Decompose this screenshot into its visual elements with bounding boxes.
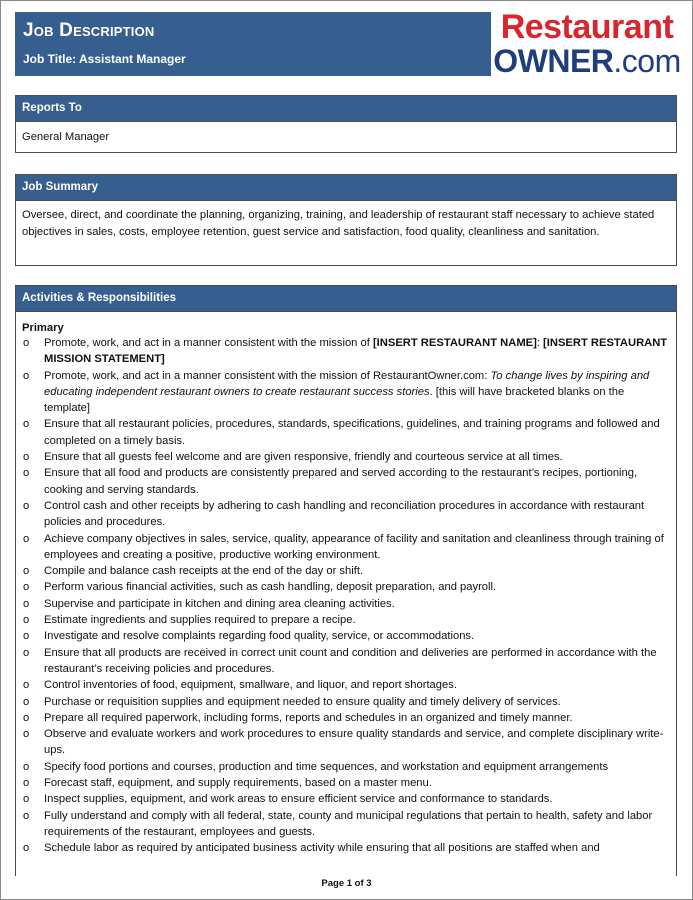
bullet-icon: o: [23, 499, 30, 512]
logo-owner-word: OWNER.com: [493, 43, 681, 79]
page-number: Page 1 of 3: [321, 878, 372, 889]
list-item: o Ensure that all guests feel welcome and are given responsive, friendly and courteous service at all times.: [22, 449, 670, 465]
list-item: o Promote, work, and act in a manner consistent with the mission of [INSERT RESTAURANT NAME]: [INSERT RESTAURANT MISSION STATEMENT]: [23, 337, 668, 366]
list-item: o Promote, work, and act in a manner consistent with the mission of RestaurantOwner.com: To change lives by inspiring and educating independent restaurant owners to create restaurant success stories. [this will have bracketed blanks on the template]: [23, 369, 650, 415]
list-item: o Schedule labor as required by anticipated business activity while ensuring that all positions are staffed when and: [22, 840, 670, 856]
list-item: o Control cash and other receipts by adhering to cash handling and reconciliation procedures in accordance with restaurant policies and procedures.: [23, 499, 645, 529]
bullet-icon: o: [23, 532, 30, 545]
document-title: Job Description: [23, 20, 155, 41]
list-item: o Achieve company objectives in sales, service, quality, appearance of facility and sanitation and cleanliness through training of employees and creating a positive, productive working environment.: [23, 532, 664, 561]
list-item: o Specify food portions and courses, production and time sequences, and workstation and equipment arrangements: [22, 759, 670, 775]
logo-restaurant-word: Restaurant: [500, 8, 674, 46]
list-item: o Control inventories of food, equipment, smallware, and liquor, and report shortages.: [22, 677, 670, 693]
bullet-icon: o: [23, 728, 30, 741]
list-item: o Forecast staff, equipment, and supply requirements, based on a master menu.: [22, 775, 670, 791]
section-title: Reports To: [16, 96, 676, 122]
list-item: o Estimate ingredients and supplies required to prepare a recipe.: [22, 612, 670, 628]
job-title: Job Title: Assistant Manager: [23, 52, 186, 66]
list-item: o Perform various financial activities, such as cash handling, deposit preparation, and payroll.: [22, 579, 670, 595]
bullet-icon: o: [23, 451, 30, 464]
section-title: Job Summary: [16, 175, 676, 201]
bullet-icon: o: [23, 809, 30, 822]
list-item: o Prepare all required paperwork, including forms, reports and schedules in an organized and timely manner.: [22, 710, 670, 726]
section-body: Oversee, direct, and coordinate the planning, organizing, training, and leadership of restaurant staff necessary to achieve stated objectives in sales, costs, employee retention, guest service and satisfaction, food quality, cleanliness and sanitation.: [22, 209, 655, 238]
section-body: General Manager: [22, 131, 110, 143]
bullet-icon: o: [23, 842, 30, 855]
job-summary-section: [15, 174, 677, 266]
list-item: o Ensure that all products are received in correct unit count and condition and deliveries are performed in accordance with the restaurant’s receiving policies and procedures.: [23, 646, 657, 675]
bullet-icon: o: [23, 630, 30, 643]
bullet-icon: o: [23, 581, 30, 594]
responsibilities-list: [22, 335, 670, 857]
list-item: o Observe and evaluate workers and work procedures to ensure quality standards and service, and complete disciplinary write-ups.: [23, 728, 664, 757]
bullet-icon: o: [23, 337, 30, 349]
header-banner: [15, 12, 491, 76]
activities-section: [15, 285, 677, 876]
bullet-icon: o: [23, 565, 30, 578]
bullet-icon: o: [23, 679, 30, 692]
list-item: o Ensure that all restaurant policies, procedures, standards, specifications, guidelines, and training programs and followed and completed on a timely basis.: [23, 418, 660, 447]
list-item: o Fully understand and comply with all federal, state, county and municipal regulations that pertain to health, safety and labor requirements of the restaurant, employees and guests.: [23, 809, 653, 838]
reports-to-section: [15, 95, 677, 153]
list-item: o Ensure that all food and products are consistently prepared and served according to the restaurant’s recipes, portioning, cooking and serving standards.: [23, 467, 638, 496]
bullet-icon: o: [23, 760, 30, 773]
bullet-icon: o: [23, 646, 30, 659]
bullet-icon: o: [23, 695, 30, 708]
list-item: o Supervise and participate in kitchen and dining area cleaning activities.: [22, 596, 670, 612]
list-item: o Compile and balance cash receipts at the end of the day or shift.: [22, 563, 670, 579]
list-item: o Inspect supplies, equipment, and work areas to ensure efficient service and conformance to standards.: [22, 791, 670, 807]
bullet-icon: o: [23, 418, 30, 431]
section-body: [16, 312, 676, 857]
list-item: o Purchase or requisition supplies and equipment needed to ensure quality and timely delivery of services.: [22, 694, 670, 710]
restaurantowner-logo: [492, 10, 682, 80]
primary-subheading: Primary: [22, 322, 64, 334]
bullet-icon: o: [23, 597, 30, 610]
section-title: Activities & Responsibilities: [16, 286, 676, 312]
bullet-icon: o: [23, 369, 30, 382]
bullet-icon: o: [23, 777, 30, 790]
list-item: o Investigate and resolve complaints regarding food quality, service, or accommodations.: [22, 628, 670, 644]
bullet-icon: o: [23, 793, 30, 806]
bullet-icon: o: [23, 467, 30, 480]
bullet-icon: o: [23, 711, 30, 724]
bullet-icon: o: [23, 614, 30, 627]
